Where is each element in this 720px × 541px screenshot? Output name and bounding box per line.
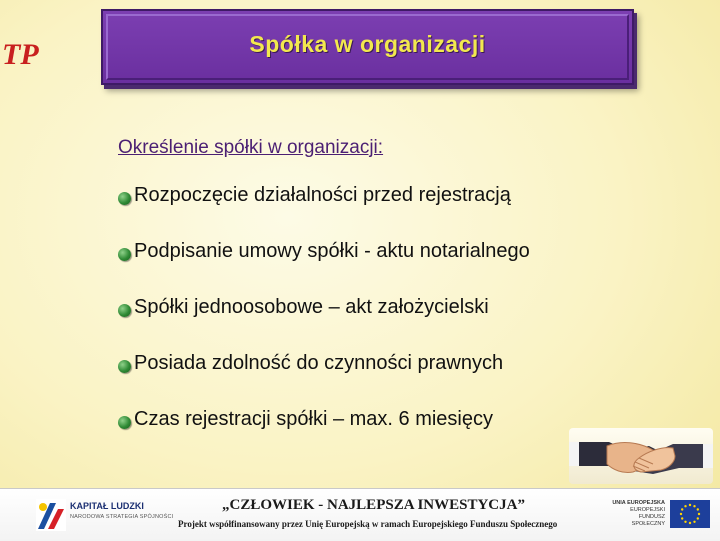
kapital-ludzki-title: KAPITAŁ LUDZKI	[70, 501, 144, 511]
svg-text:TP: TP	[2, 38, 39, 70]
bullet-icon	[118, 360, 131, 373]
ue-label: UNIA EUROPEJSKA EUROPEJSKI FUNDUSZ SPOŁECZNY	[612, 500, 665, 527]
bullet-text: Czas rejestracji spółki – max. 6 miesięcy	[134, 408, 493, 430]
handshake-image	[569, 428, 713, 484]
footer-bar	[0, 488, 720, 541]
bullet-item	[118, 184, 530, 240]
bullet-text: Spółki jednoosobowe – akt założycielski	[134, 296, 489, 318]
section-subtitle: Określenie spółki w organizacji:	[118, 137, 384, 158]
eu-flag-icon	[670, 500, 710, 528]
slide-title: Spółka w organizacji	[249, 31, 486, 57]
bullet-text: Posiada zdolność do czynności prawnych	[134, 352, 504, 374]
bullet-item	[118, 352, 530, 408]
title-box	[101, 9, 634, 85]
kapital-ludzki-logo-icon	[36, 499, 66, 531]
footer-project-note: Projekt współfinansowany przez Unię Europejską w ramach Europejskiego Funduszu Społecznego	[178, 519, 558, 529]
footer-slogan: „CZŁOWIEK - NAJLEPSZA INWESTYCJA”	[222, 497, 525, 513]
bullet-item	[118, 240, 530, 296]
bullet-text: Podpisanie umowy spółki - aktu notarialnego	[134, 240, 530, 262]
bullet-item	[118, 296, 530, 352]
bullet-item	[118, 408, 530, 464]
kapital-ludzki-subtitle: NARODOWA STRATEGIA SPÓJNOŚCI	[70, 514, 174, 520]
bullet-icon	[118, 192, 131, 205]
bullet-icon	[118, 416, 131, 429]
bullet-icon	[118, 304, 131, 317]
bullet-list	[118, 184, 530, 464]
tp-logo	[2, 36, 42, 70]
bullet-icon	[118, 248, 131, 261]
bullet-text: Rozpoczęcie działalności przed rejestracją	[134, 184, 511, 206]
